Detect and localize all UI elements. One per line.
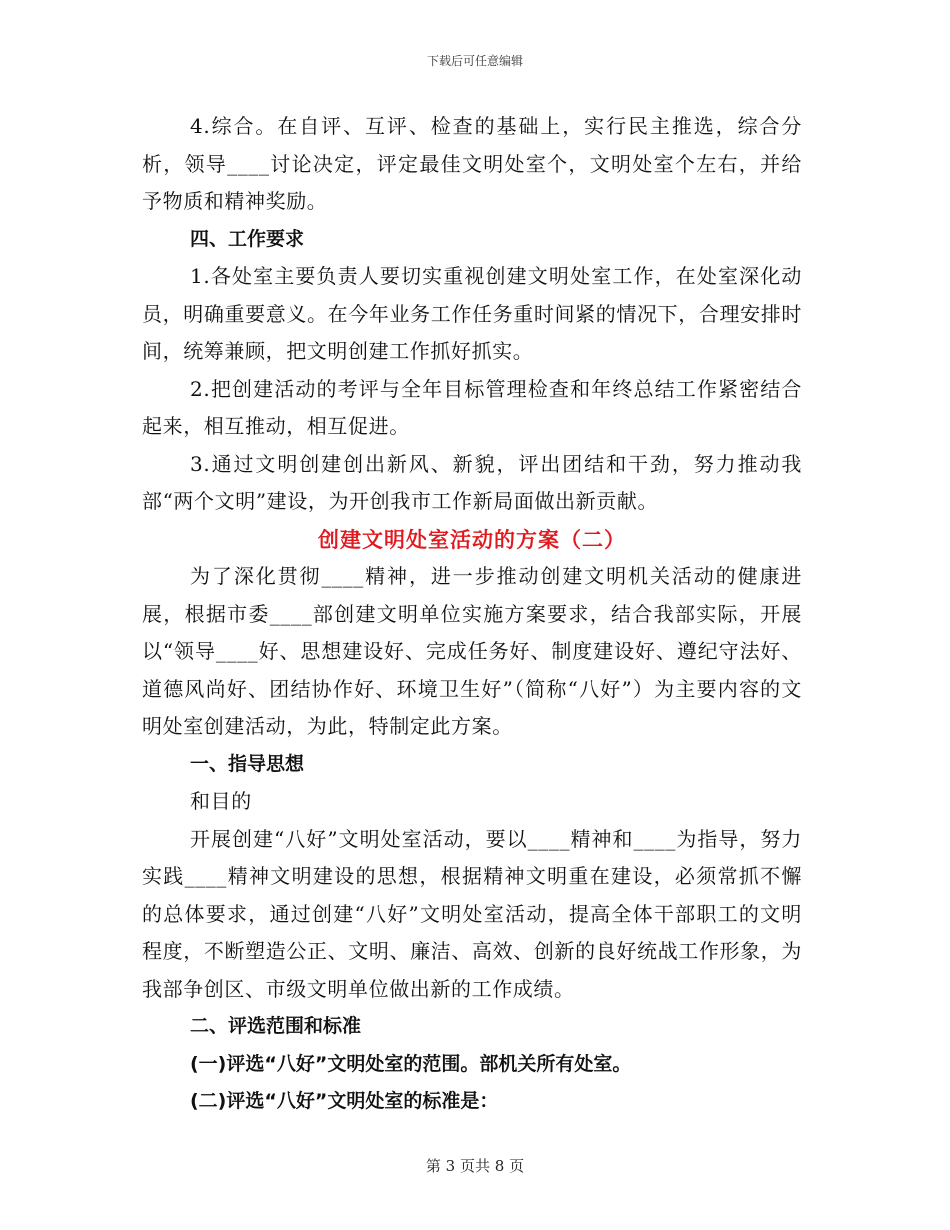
paragraph-item-4: 4.综合。在自评、互评、检查的基础上，实行民主推选，综合分析，领导____讨论决定，评定最佳文明处室个，文明处室个左右，并给予物质和精神奖励。 [142,114,802,213]
requirement-3: 3.通过文明创建创出新风、新貌，评出团结和干劲，努力推动我部“两个文明”建设，为开创我市工作新局面做出新贡献。 [142,451,802,513]
intro-paragraph: 为了深化贯彻____精神，进一步推动创建文明机关活动的健康进展，根据市委____部创建文明单位实施方案要求，结合我部实际，开展以“领导____好、思想建设好、完成任务好、制度建设好、遵纪守法好、道德风尚好、团结协作好、环境卫生好”（简称“八好”）为主要内容的文明处室创建活动，为此，特制定此方案。 [142,564,802,738]
requirement-2: 2.把创建活动的考评与全年目标管理检查和年终总结工作紧密结合起来，相互推动，相互促进。 [142,376,802,438]
page-header: 下载后可任意编辑 [426,54,523,68]
document-body [142,108,802,1121]
section-heading-work-requirements: 四、工作要求 [190,227,305,250]
standard-line: (二)评选“八好”文明处室的标准是： [190,1090,499,1112]
page-footer: 第 3 页共 8 页 [425,1157,525,1175]
document-title-plan-2: 创建文明处室活动的方案（二） [318,526,626,552]
requirement-1: 1.各处室主要负责人要切实重视创建文明处室工作，在处室深化动员，明确重要意义。在今年业务工作任务重时间紧的情况下，合理安排时间，统筹兼顾，把文明创建工作抓好抓实。 [142,264,802,363]
section-heading-guiding-ideology: 一、指导思想 [190,752,305,775]
section-heading-scope-and-standards: 二、评选范围和标准 [190,1015,362,1037]
heading-continuation: 和目的 [190,789,252,813]
guiding-paragraph: 开展创建“八好”文明处室活动，要以____精神和____为指导，努力实践____精神文明建设的思想，根据精神文明重在建设，必须常抓不懈的总体要求，通过创建“八好”文明处室活动，提高全体干部职工的文明程度，不断塑造公正、文明、廉洁、高效、创新的良好统战工作形象，为我部争创区、市级文明单位做出新的工作成绩。 [142,826,802,1001]
scope-line: (一)评选“八好”文明处室的范围。部机关所有处室。 [190,1052,632,1075]
